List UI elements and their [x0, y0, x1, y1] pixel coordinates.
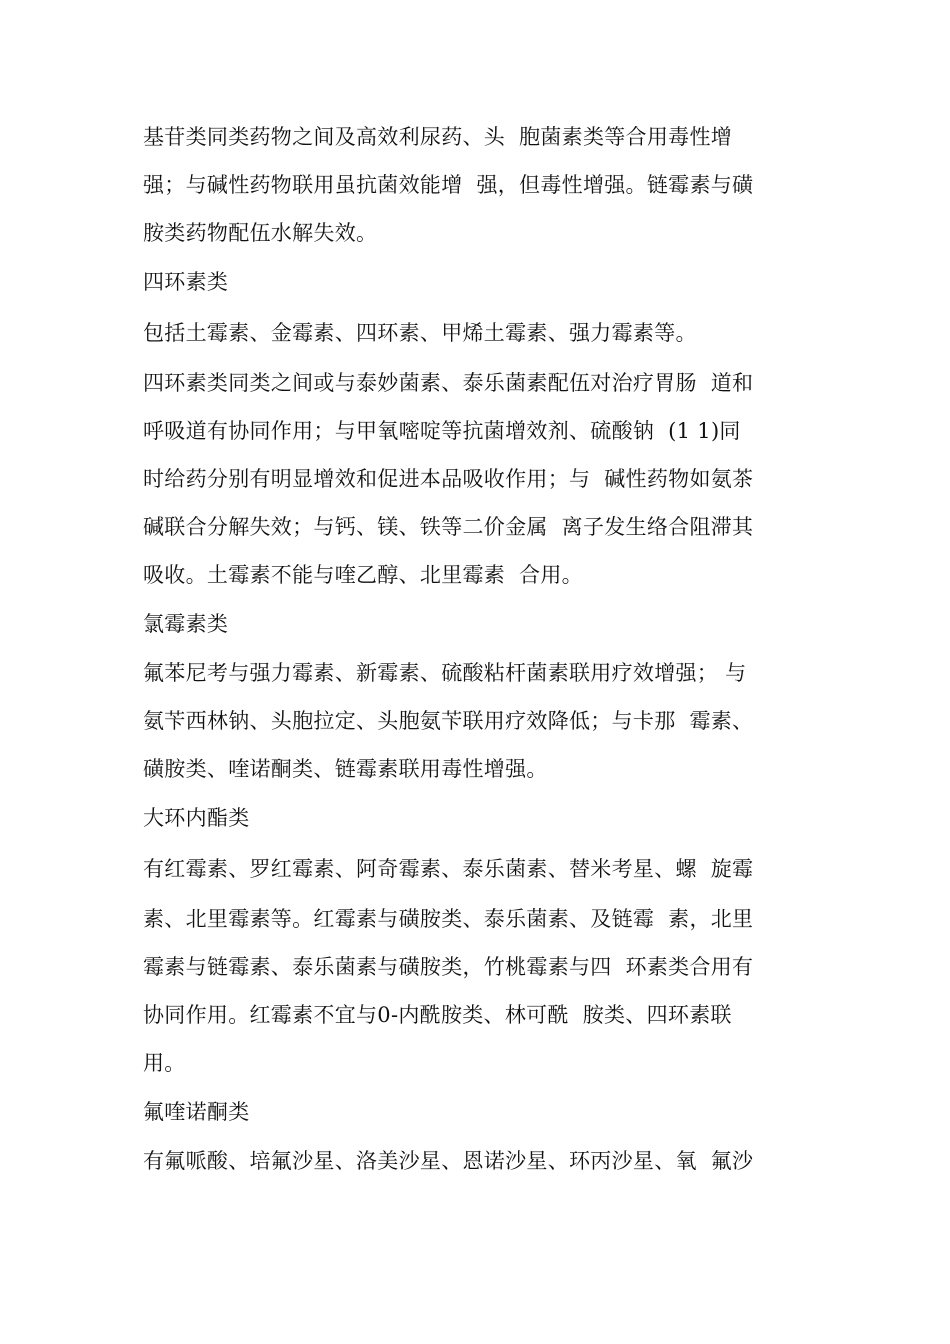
- paragraph-line: 强；与碱性药物联用虽抗菌效能增 强，但毒性增强。链霉素与磺: [143, 173, 754, 197]
- paragraph-line: 霉素与链霉素、泰乐菌素与磺胺类，竹桃霉素与四 环素类合用有: [143, 955, 754, 979]
- paragraph-line: 氨苄西林钠、头胞拉定、头胞氨苄联用疗效降低；与卡那 霉素、: [143, 709, 754, 733]
- paragraph-line: 素、北里霉素等。红霉素与磺胺类、泰乐菌素、及链霉 素，北里: [143, 907, 754, 931]
- paragraph-line: 吸收。土霉素不能与喹乙醇、北里霉素 合用。: [143, 563, 583, 587]
- paragraph-line: 磺胺类、喹诺酮类、链霉素联用毒性增强。: [143, 757, 548, 781]
- section-heading-chloramphenicols: 氯霉素类: [143, 612, 229, 636]
- paragraph-line: 基苷类同类药物之间及高效利尿药、头 胞菌素类等合用毒性增: [143, 125, 733, 149]
- paragraph-line: 胺类药物配伍水解失效。: [143, 221, 378, 245]
- paragraph-line: 呼吸道有协同作用；与甲氧嘧啶等抗菌增效剂、硫酸钠 (1 1)同: [143, 419, 741, 443]
- paragraph-line: 时给药分别有明显增效和促进本品吸收作用；与 碱性药物如氨茶: [143, 467, 754, 491]
- paragraph-line: 有氟哌酸、培氟沙星、洛美沙星、恩诺沙星、环丙沙星、氧 氟沙: [143, 1149, 754, 1173]
- paragraph-line: 协同作用。红霉素不宜与0-内酰胺类、林可酰 胺类、四环素联: [143, 1003, 732, 1027]
- paragraph-line: 氟苯尼考与强力霉素、新霉素、硫酸粘杆菌素联用疗效增强； 与: [143, 661, 747, 685]
- paragraph-line: 用。: [143, 1051, 186, 1075]
- paragraph-line: 四环素类同类之间或与泰妙菌素、泰乐菌素配伍对治疗胃肠 道和: [143, 371, 754, 395]
- section-heading-fluoroquinolones: 氟喹诺酮类: [143, 1100, 250, 1124]
- paragraph-line: 包括土霉素、金霉素、四环素、甲烯土霉素、强力霉素等。: [143, 321, 697, 345]
- section-heading-tetracyclines: 四环素类: [143, 270, 229, 294]
- document-body: [143, 113, 833, 1185]
- section-heading-macrolides: 大环内酯类: [143, 806, 250, 830]
- paragraph-line: 有红霉素、罗红霉素、阿奇霉素、泰乐菌素、替米考星、螺 旋霉: [143, 857, 754, 881]
- paragraph-line: 碱联合分解失效；与钙、镁、铁等二价金属 离子发生络合阻滞其: [143, 515, 754, 539]
